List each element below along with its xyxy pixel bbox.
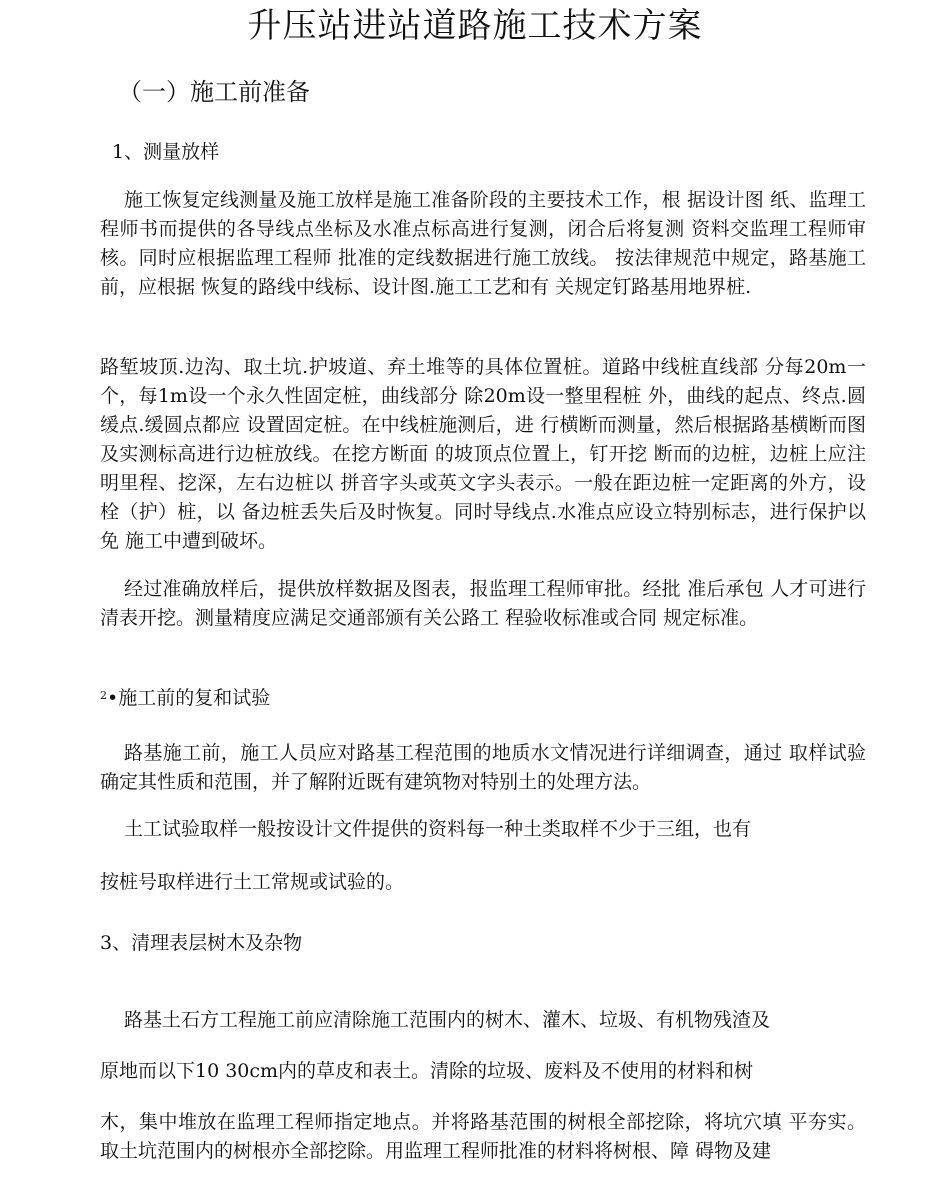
heading-text: •施工前的复和试验 [107,687,271,709]
paragraph-clear-1b: 原地而以下10 30cm内的草皮和表土。清除的垃圾、废料及不使用的材料和树 [100,1060,754,1082]
paragraph-survey-2: 路堑坡顶.边沟、取土坑.护坡道、弃土堆等的具体位置桩。道路中线桩直线部 分每20m一个，每1m设一个永久性固定桩，曲线部分 除20m设一整里程桩 外，曲线的起点、终点.圆缓点.缓圆点都应 设置固定桩。在中线桩施测后，进 行横断而测量，然后根据路基横断而图及实测标高进行边桩放线。在挖方断面 的坡顶点位置上，钉开挖 断而的边桩，边桩上应注明里程、挖深，左右边桩以 拼音字头或英文字头表示。一般在距边桩一定距离的外方，设栓（护）桩，以 备边桩丢失后及时恢复。同时导线点.水准点应设立特别标志，进行保护以免 施工中遭到破坏。 [100,356,866,552]
subsection-heading-3: 3、清理表层树木及杂物 [100,932,303,954]
section-heading: （一）施工前准备 [118,78,310,106]
paragraph-clear-1a: 路基土石方工程施工前应清除施工范围内的树木、灌木、垃圾、有机物残渣及 [124,1009,771,1031]
subsection-heading-1: 1、测量放样 [112,141,220,163]
paragraph-survey-1: 施工恢复定线测量及施工放样是施工准备阶段的主要技术工作，根 据设计图 纸、监理工程师书而提供的各导线点坐标及水准点标高进行复测，闭合后将复测 资料交监理工程师审核。同时应根据监理工程师 批准的定线数据进行施工放线。 按法律规范中规定，路基施工前，应根据 恢复的路线中线标、设计图.施工工艺和有 关规定钉路基用地界桩. [100,189,866,298]
paragraph-survey-3: 经过准确放样后，提供放样数据及图表，报监理工程师审批。经批 准后承包 人才可进行清表开挖。测量精度应满足交通部颁有关公路工 程验收标准或合同 规定标准。 [100,578,866,629]
document-title: 升压站进站道路施工技术方案 [247,6,703,46]
paragraph-test-1: 路基施工前，施工人员应对路基工程范围的地质水文情况进行详细调查，通过 取样试验确定其性质和范围，并了解附近既有建筑物对特别土的处理方法。 [100,742,866,793]
subsection-heading-2 [100,684,270,712]
paragraph-test-2b: 按桩号取样进行土工常规或试验的。 [100,871,405,893]
paragraph-test-2a: 土工试验取样一般按设计文件提供的资料每一种土类取样不少于三组，也有 [124,818,752,840]
heading-number: 2 [100,689,107,702]
paragraph-clear-1c: 木，集中堆放在监理工程师指定地点。并将路基范围的树根全部挖除，将坑穴填 平夯实。取土坑范围内的树根亦全部挖除。用监理工程师批准的材料将树根、障 碍物及建 [100,1111,866,1162]
